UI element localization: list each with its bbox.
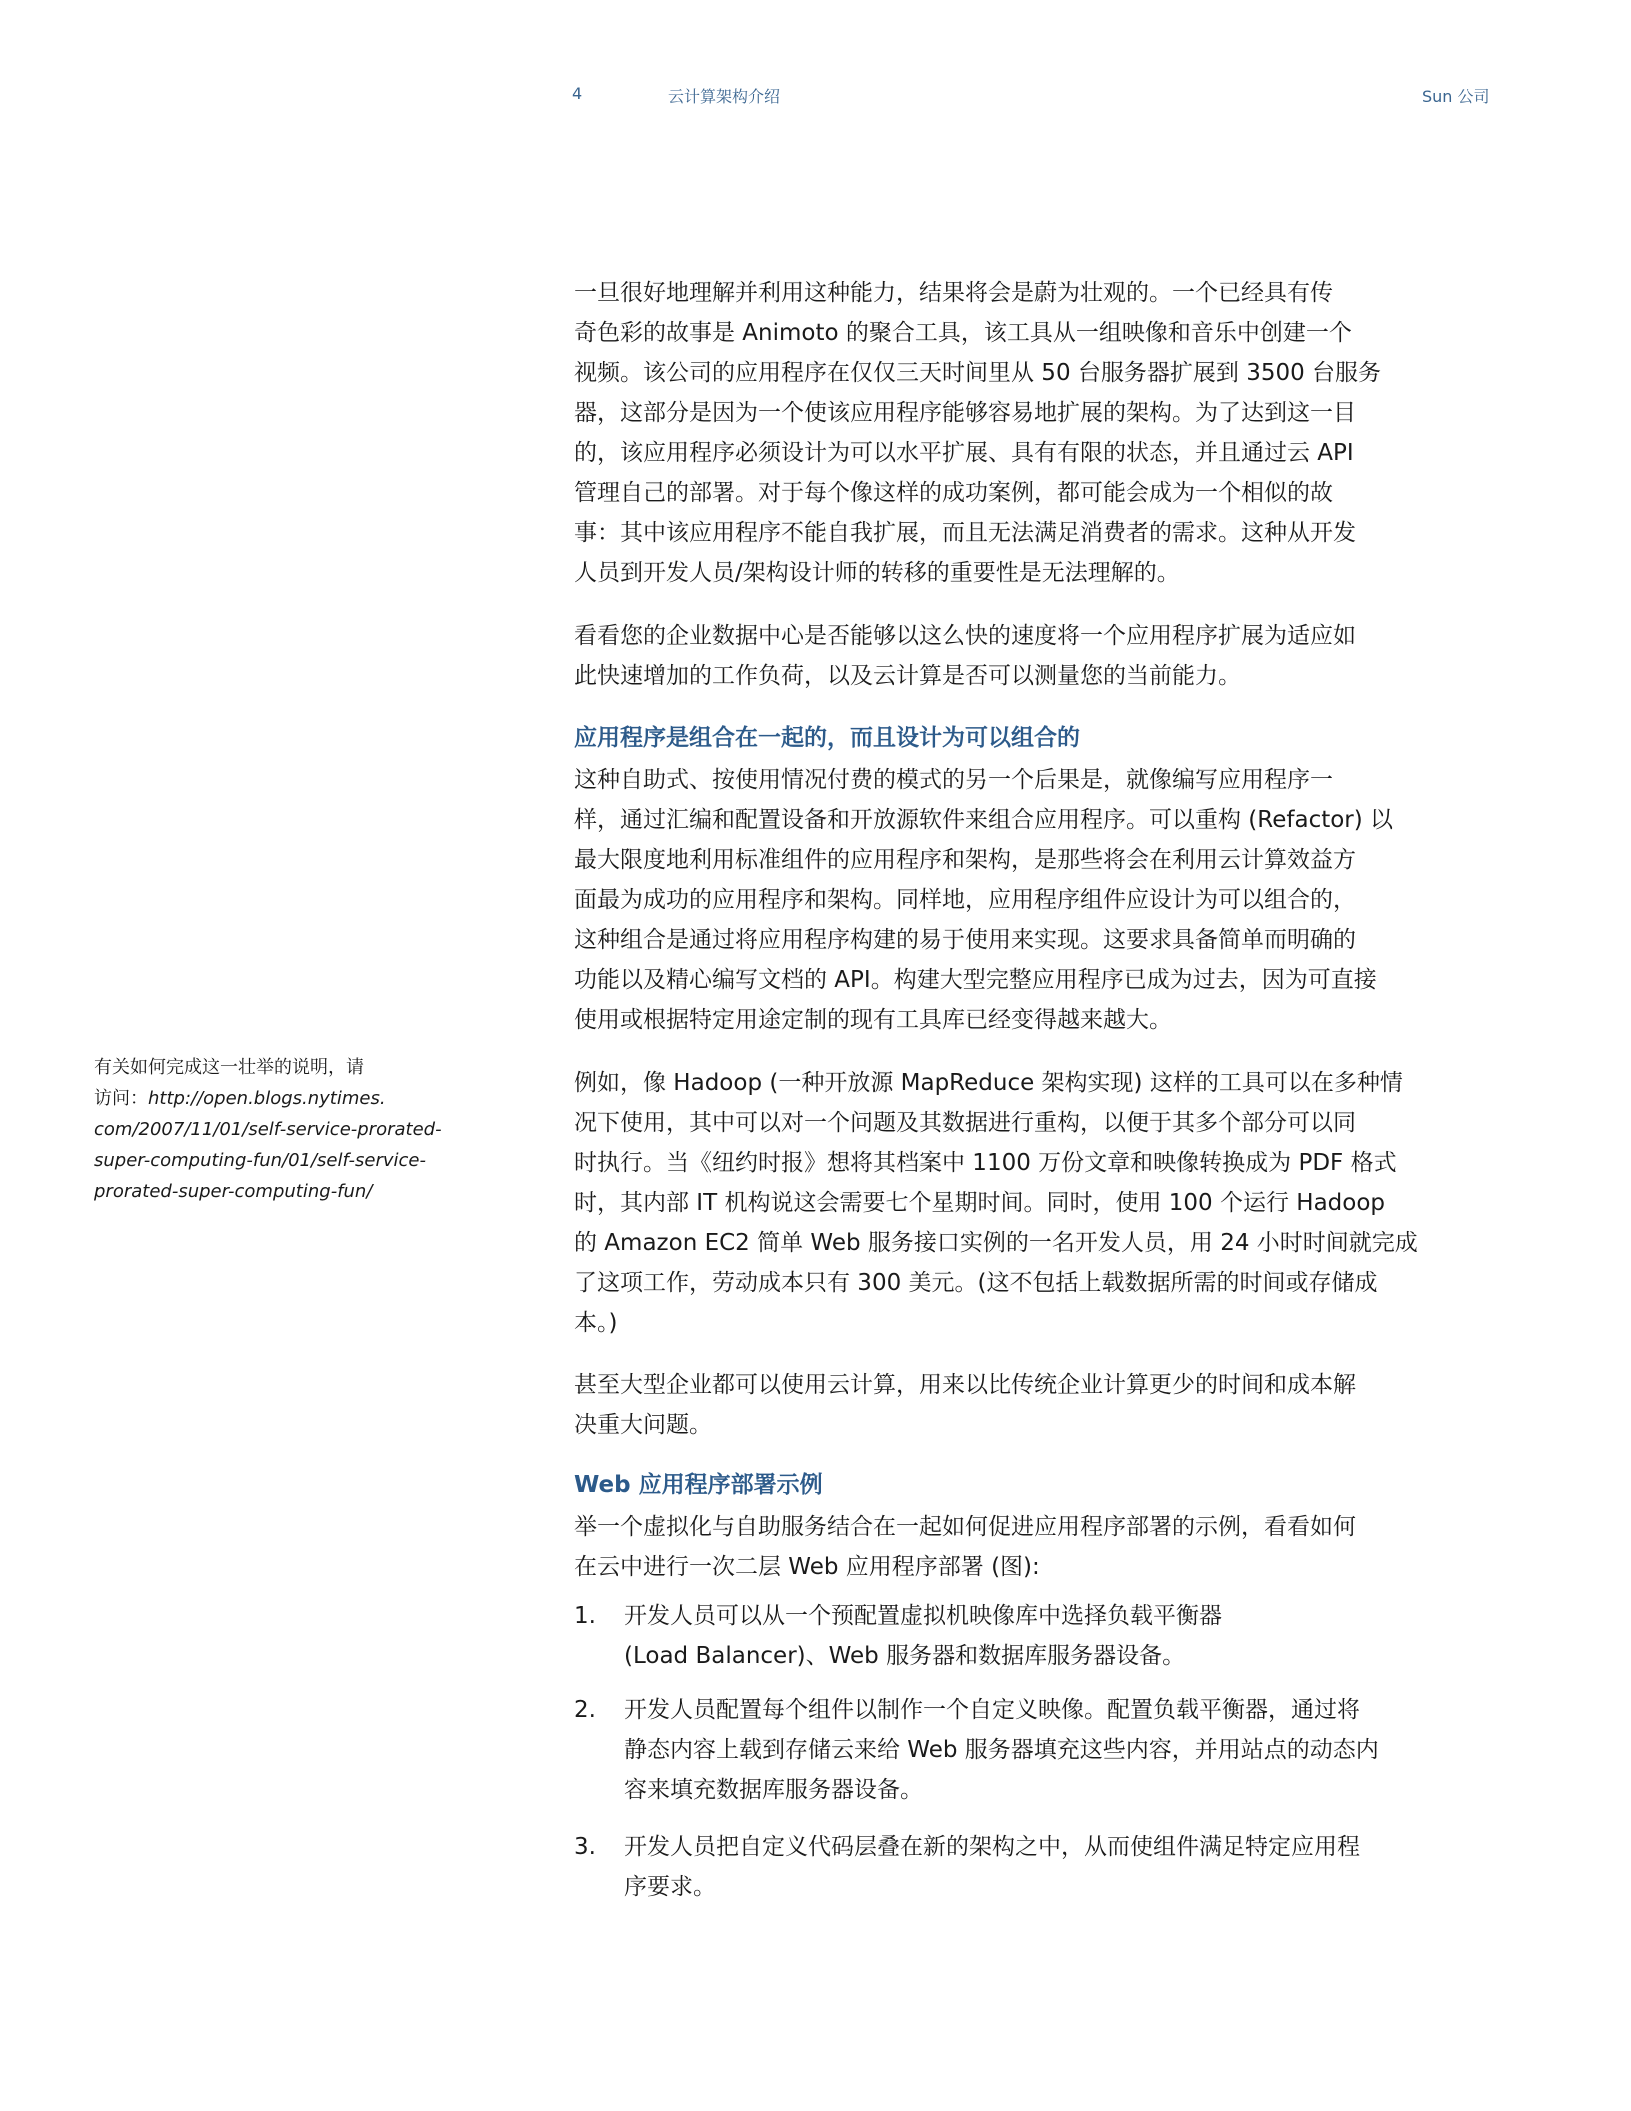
text-line: 时，其内部 IT 机构说这会需要七个星期时间。同时，使用 100 个运行 Hadoop bbox=[574, 1190, 1386, 1216]
text-line: 开发人员把自定义代码层叠在新的架构之中，从而使组件满足特定应用程 bbox=[624, 1834, 1360, 1860]
list-number: 1. bbox=[574, 1603, 596, 1629]
text-line: 管理自己的部署。对于每个像这样的成功案例，都可能会成为一个相似的故 bbox=[574, 480, 1333, 506]
text-line: 在云中进行一次二层 Web 应用程序部署 (图): bbox=[574, 1554, 1040, 1580]
text-line: 静态内容上载到存储云来给 Web 服务器填充这些内容，并用站点的动态内 bbox=[624, 1737, 1379, 1763]
text-line: 人员到开发人员/架构设计师的转移的重要性是无法理解的。 bbox=[574, 560, 1180, 586]
text-line: 时执行。当《纽约时报》想将其档案中 1100 万份文章和映像转换成为 PDF 格式 bbox=[574, 1150, 1397, 1176]
text-line: 况下使用，其中可以对一个问题及其数据进行重构，以便于其多个部分可以同 bbox=[574, 1110, 1356, 1136]
paragraph bbox=[574, 1365, 1494, 1445]
text-line: 面最为成功的应用程序和架构。同样地，应用程序组件应设计为可以组合的， bbox=[574, 887, 1356, 913]
paragraph bbox=[574, 1507, 1494, 1587]
section-heading: 应用程序是组合在一起的，而且设计为可以组合的 bbox=[574, 725, 1080, 751]
list-number: 3. bbox=[574, 1834, 596, 1860]
paragraph bbox=[574, 760, 1494, 1040]
text-line: 看看您的企业数据中心是否能够以这么快的速度将一个应用程序扩展为适应如 bbox=[574, 623, 1356, 649]
text-line: 容来填充数据库服务器设备。 bbox=[624, 1777, 923, 1803]
text-line: 此快速增加的工作负荷，以及云计算是否可以测量您的当前能力。 bbox=[574, 663, 1241, 689]
text-line: 本。) bbox=[574, 1310, 618, 1336]
text-line: 奇色彩的故事是 Animoto 的聚合工具，该工具从一组映像和音乐中创建一个 bbox=[574, 320, 1352, 346]
text-line: 开发人员可以从一个预配置虚拟机映像库中选择负载平衡器 bbox=[624, 1603, 1222, 1629]
sidenote-link[interactable]: com/2007/11/01/self-service-prorated- bbox=[94, 1119, 442, 1140]
text-line: 的 Amazon EC2 简单 Web 服务接口实例的一名开发人员，用 24 小时时间就完成 bbox=[574, 1230, 1418, 1256]
company-name: Sun 公司 bbox=[1422, 87, 1490, 106]
list-text bbox=[624, 1596, 1222, 1676]
list-text bbox=[624, 1690, 1379, 1810]
paragraph bbox=[574, 616, 1494, 696]
paragraph bbox=[574, 273, 1494, 593]
sidenote-prefix: 访问： bbox=[94, 1088, 148, 1109]
text-line: 序要求。 bbox=[624, 1874, 716, 1900]
text-line: 决重大问题。 bbox=[574, 1412, 712, 1438]
text-line: 最大限度地利用标准组件的应用程序和架构，是那些将会在利用云计算效益方 bbox=[574, 847, 1356, 873]
text-line: 器，这部分是因为一个使该应用程序能够容易地扩展的架构。为了达到这一目 bbox=[574, 400, 1356, 426]
text-line: 样，通过汇编和配置设备和开放源软件来组合应用程序。可以重构 (Refactor) 以 bbox=[574, 807, 1394, 833]
section-heading: Web 应用程序部署示例 bbox=[574, 1472, 823, 1498]
sidenote-link[interactable]: http://open.blogs.nytimes. bbox=[148, 1088, 386, 1109]
page-number: 4 bbox=[572, 84, 583, 103]
text-line: 例如，像 Hadoop (一种开放源 MapReduce 架构实现) 这样的工具可以在多种情 bbox=[574, 1070, 1403, 1096]
text-line: 使用或根据特定用途定制的现有工具库已经变得越来越大。 bbox=[574, 1007, 1172, 1033]
sidenote-link[interactable]: super-computing-fun/01/self-service- bbox=[94, 1150, 426, 1171]
text-line: 举一个虚拟化与自助服务结合在一起如何促进应用程序部署的示例，看看如何 bbox=[574, 1514, 1356, 1540]
sidenote-link[interactable]: prorated-super-computing-fun/ bbox=[94, 1181, 373, 1202]
text-line: 了这项工作，劳动成本只有 300 美元。(这不包括上载数据所需的时间或存储成 bbox=[574, 1270, 1378, 1296]
text-line: 的，该应用程序必须设计为可以水平扩展、具有有限的状态，并且通过云 API bbox=[574, 440, 1354, 466]
text-line: 一旦很好地理解并利用这种能力，结果将会是蔚为壮观的。一个已经具有传 bbox=[574, 280, 1333, 306]
paragraph bbox=[574, 1063, 1494, 1343]
text-line: 功能以及精心编写文档的 API。构建大型完整应用程序已成为过去，因为可直接 bbox=[574, 967, 1377, 993]
text-line: (Load Balancer)、Web 服务器和数据库服务器设备。 bbox=[624, 1643, 1186, 1669]
list-number: 2. bbox=[574, 1697, 596, 1723]
running-title: 云计算架构介绍 bbox=[668, 87, 781, 106]
list-text bbox=[624, 1827, 1360, 1907]
text-line: 事：其中该应用程序不能自我扩展，而且无法满足消费者的需求。这种从开发 bbox=[574, 520, 1356, 546]
text-line: 开发人员配置每个组件以制作一个自定义映像。配置负载平衡器，通过将 bbox=[624, 1697, 1360, 1723]
sidenote-text: 有关如何完成这一壮举的说明，请 bbox=[94, 1057, 364, 1078]
text-line: 视频。该公司的应用程序在仅仅三天时间里从 50 台服务器扩展到 3500 台服务 bbox=[574, 360, 1382, 386]
text-line: 这种自助式、按使用情况付费的模式的另一个后果是，就像编写应用程序一 bbox=[574, 767, 1333, 793]
text-line: 甚至大型企业都可以使用云计算，用来以比传统企业计算更少的时间和成本解 bbox=[574, 1372, 1356, 1398]
text-line: 这种组合是通过将应用程序构建的易于使用来实现。这要求具备简单而明确的 bbox=[574, 927, 1356, 953]
sidenote bbox=[94, 1052, 442, 1207]
